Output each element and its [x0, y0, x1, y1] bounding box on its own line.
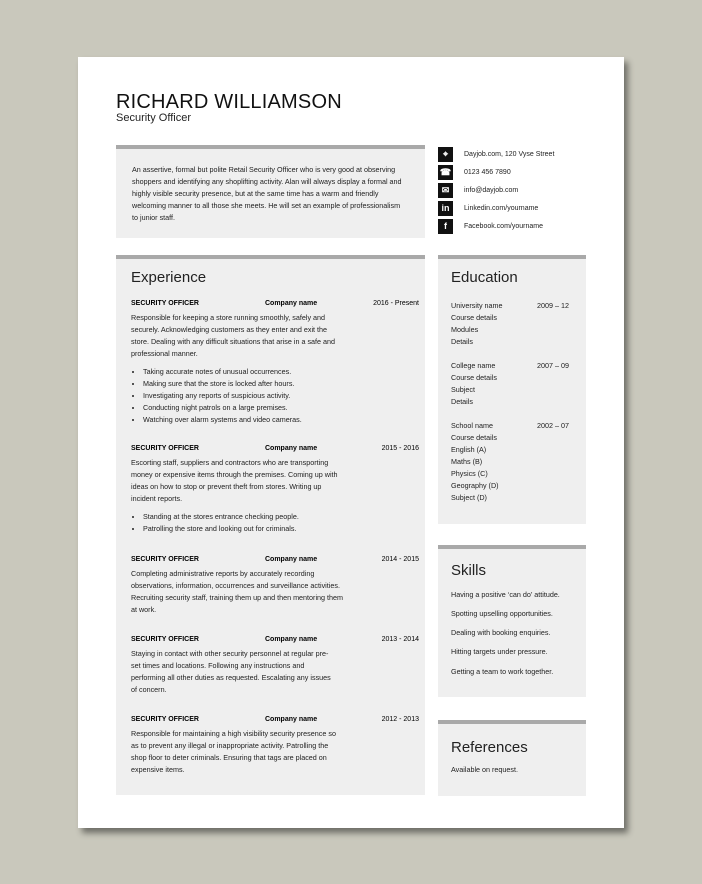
job-dates: 2012 - 2013 — [381, 716, 419, 723]
contact-text: Dayjob.com, 120 Vyse Street — [464, 150, 555, 158]
candidate-name: RICHARD WILLIAMSON — [116, 91, 342, 113]
education-line: Course details — [451, 433, 497, 442]
job-dates: 2016 - Present — [373, 300, 419, 307]
job-role: SECURITY OFFICER — [131, 445, 199, 452]
contact-facebook — [438, 218, 543, 234]
job-description: Escorting staff, suppliers and contractors who are transporting money or expensive items through the premises. Coming up with ideas on how to stop or prevent theft from stores. Writing up incident reports. — [131, 458, 338, 503]
skill-item: Dealing with booking enquiries. — [451, 628, 551, 637]
education-line: Maths (B) — [451, 457, 483, 466]
education-line: Geography (D) — [451, 481, 499, 490]
institution-name: University name — [451, 301, 503, 310]
job-entry-5 — [131, 716, 419, 776]
bullet-item: • Making sure that the store is locked after hours. — [143, 378, 413, 390]
job-role: SECURITY OFFICER — [131, 556, 199, 563]
job-dates: 2014 - 2015 — [381, 556, 419, 563]
contact-address — [438, 146, 554, 162]
contact-linkedin — [438, 200, 538, 216]
contact-text: Linkedin.com/yourname — [464, 204, 539, 212]
job-dates: 2013 - 2014 — [381, 636, 419, 643]
contact-block — [438, 146, 618, 236]
skill-item: Spotting upselling opportunities. — [451, 609, 553, 618]
contact-email — [438, 182, 518, 198]
job-company: Company name — [265, 716, 318, 723]
job-entry-4 — [131, 636, 419, 696]
bullet-item: • Investigating any reports of suspicious activity. — [143, 390, 413, 402]
bullet-item: • Taking accurate notes of unusual occurrences. — [143, 366, 413, 378]
job-description: Completing administrative reports by accurately recording observations, information, occurrences and surveillance activities. Recruiting security staff, training them up and then mentoring them at work. — [131, 569, 344, 614]
summary-text: An assertive, formal but polite Retail Security Officer who is very good at observing shoppers and identifying any shoplifting activity. Alan will always display a formal and highly visible security presence, but at the same time has a warm and friendly welcoming manner to all those she meets. He will set an example of professionalism to junior staff. — [132, 165, 402, 222]
education-line: Details — [451, 337, 473, 346]
contact-phone — [438, 164, 511, 180]
education-line: Details — [451, 397, 473, 406]
job-bullets — [131, 511, 413, 535]
phone-icon: ☎ — [438, 165, 453, 180]
education-line: Course details — [451, 373, 497, 382]
job-description: Responsible for keeping a store running smoothly, safely and securely. Acknowledging customers as they enter and exit the store. Dealing with any difficult situations that arise in a safe and professional manner. — [131, 313, 336, 358]
institution-name: College name — [451, 361, 496, 370]
references-text: Available on request. — [451, 765, 518, 774]
job-entry-2 — [131, 445, 419, 535]
skill-item: Hitting targets under pressure. — [451, 647, 548, 656]
institution-name: School name — [451, 421, 493, 430]
bullet-item: • Watching over alarm systems and video cameras. — [143, 414, 413, 426]
bullet-item: • Patrolling the store and looking out for criminals. — [143, 523, 413, 535]
job-description: Staying in contact with other security personnel at regular pre-set times and locations. Following any instructions and performing all other duties as requested. Escalating any issues of concern. — [131, 649, 331, 694]
job-title: Security Officer — [116, 112, 191, 124]
education-line: English (A) — [451, 445, 487, 454]
references-heading: References — [451, 739, 528, 756]
job-role: SECURITY OFFICER — [131, 716, 199, 723]
job-role: SECURITY OFFICER — [131, 636, 199, 643]
job-dates: 2015 - 2016 — [381, 445, 419, 452]
education-block-1 — [451, 300, 581, 348]
cv-page — [78, 57, 624, 828]
education-years: 2002 – 07 — [537, 421, 569, 430]
education-line: Modules — [451, 325, 479, 334]
job-bullets — [131, 366, 413, 426]
contact-text: 0123 456 7890 — [464, 168, 511, 176]
job-role: SECURITY OFFICER — [131, 300, 199, 307]
bullet-item: • Conducting night patrols on a large premises. — [143, 402, 413, 414]
education-block-2 — [451, 360, 581, 408]
references-panel — [438, 720, 586, 796]
contact-text: info@dayjob.com — [464, 186, 519, 194]
education-years: 2009 – 12 — [537, 301, 569, 310]
job-company: Company name — [265, 636, 318, 643]
education-line: Course details — [451, 313, 497, 322]
experience-heading: Experience — [131, 269, 207, 286]
skill-item: Getting a team to work together. — [451, 667, 554, 676]
email-icon: ✉ — [438, 183, 453, 198]
skill-item: Having a positive ‘can do’ attitude. — [451, 590, 560, 599]
location-pin-icon: ⌖ — [438, 147, 453, 162]
facebook-icon: f — [438, 219, 453, 234]
bullet-item: • Standing at the stores entrance checking people. — [143, 511, 413, 523]
job-company: Company name — [265, 556, 318, 563]
education-block-3 — [451, 420, 581, 504]
education-heading: Education — [451, 269, 518, 286]
education-line: Subject (D) — [451, 493, 487, 502]
linkedin-icon: in — [438, 201, 453, 216]
contact-text: Facebook.com/yourname — [464, 222, 543, 230]
job-entry-3 — [131, 556, 419, 616]
job-company: Company name — [265, 445, 318, 452]
skills-heading: Skills — [451, 562, 487, 579]
education-years: 2007 – 09 — [537, 361, 569, 370]
education-line: Subject — [451, 385, 475, 394]
job-entry-1 — [131, 300, 419, 426]
education-line: Physics (C) — [451, 469, 488, 478]
job-description: Responsible for maintaining a high visibility security presence so as to prevent any illegal or inappropriate activity. Patrolling the shop floor to deter criminals. Ensuring that tags are placed on expensive items. — [131, 729, 336, 774]
job-company: Company name — [265, 300, 318, 307]
